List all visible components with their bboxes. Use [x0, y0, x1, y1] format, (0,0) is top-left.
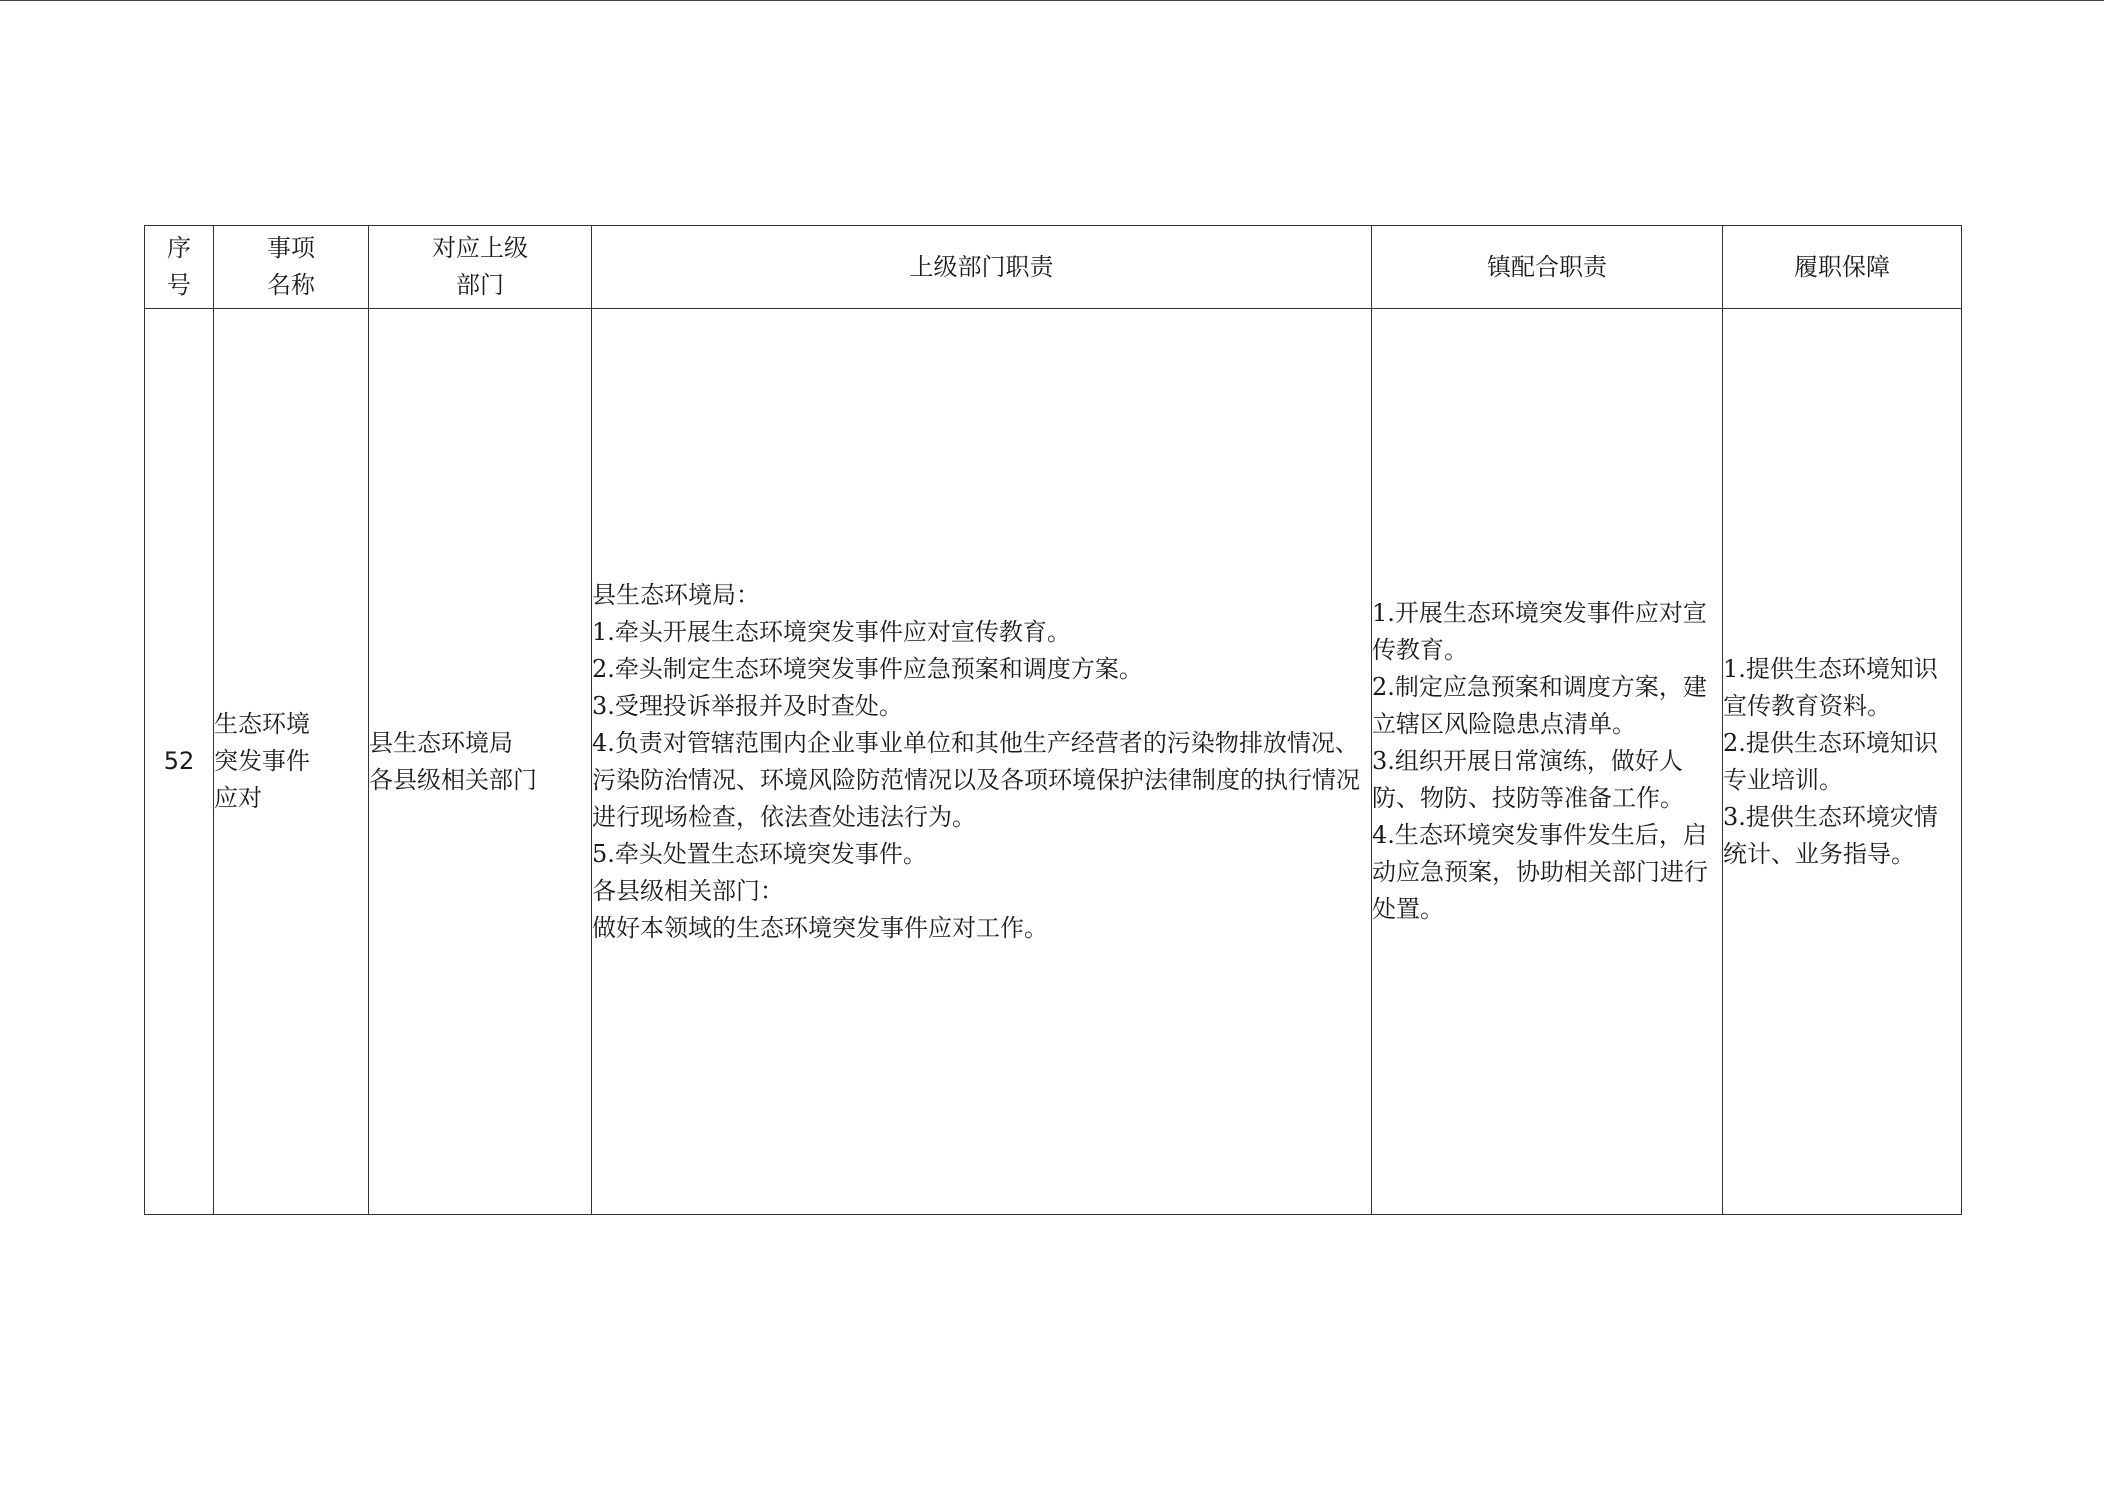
upper-dept-line-2: 各县级相关部门	[369, 765, 537, 794]
town-duty-line-4: 4.生态环境突发事件发生后，启动应急预案，协助相关部门进行处置。	[1372, 821, 1708, 923]
table-row	[145, 309, 1962, 1215]
upper-duty-line-5: 4.负责对管辖范围内企业事业单位和其他生产经营者的污染物排放情况、污染防治情况、环境风险防范情况以及各项环境保护法律制度的执行情况进行现场检查，依法查处违法行为。	[592, 728, 1360, 831]
upper-duty-line-2: 1.牵头开展生态环境突发事件应对宣传教育。	[592, 617, 1071, 646]
header-upper-dept	[369, 226, 592, 309]
guarantee-line-2: 2.提供生态环境知识专业培训。	[1723, 728, 1938, 794]
upper-duty-line-8: 做好本领域的生态环境突发事件应对工作。	[592, 913, 1048, 942]
header-upper-duty: 上级部门职责	[592, 226, 1372, 309]
row-town-duty	[1372, 309, 1723, 1215]
upper-duty-line-3: 2.牵头制定生态环境突发事件应急预案和调度方案。	[592, 654, 1143, 683]
row-guarantee	[1723, 309, 1962, 1215]
row-upper-dept	[369, 309, 592, 1215]
header-seq-line-2: 号	[167, 271, 191, 299]
page-top-rule	[0, 0, 2104, 1]
header-upper-dept-line-2: 部门	[456, 271, 504, 299]
header-item-name-line-1: 事项	[267, 234, 315, 262]
guarantee-line-1: 1.提供生态环境知识宣传教育资料。	[1723, 654, 1938, 720]
header-town-duty: 镇配合职责	[1372, 226, 1723, 309]
upper-duty-line-6: 5.牵头处置生态环境突发事件。	[592, 839, 927, 868]
header-item-name	[214, 226, 369, 309]
upper-duty-line-7: 各县级相关部门：	[592, 876, 784, 905]
upper-duty-line-1: 县生态环境局：	[592, 580, 760, 609]
item-name-line-2: 突发事件	[214, 747, 310, 775]
row-item-name	[214, 309, 369, 1215]
item-name-line-1: 生态环境	[214, 710, 310, 738]
town-duty-line-1: 1.开展生态环境突发事件应对宣传教育。	[1372, 599, 1707, 664]
town-duty-line-2: 2.制定应急预案和调度方案，建立辖区风险隐患点清单。	[1372, 673, 1707, 738]
header-upper-dept-line-1: 对应上级	[432, 234, 528, 262]
guarantee-line-3: 3.提供生态环境灾情统计、业务指导。	[1723, 802, 1938, 868]
row-seq: 52	[145, 309, 214, 1215]
row-upper-duty	[592, 309, 1372, 1215]
header-seq-line-1: 序	[167, 234, 191, 262]
header-seq	[145, 226, 214, 309]
header-row	[145, 226, 1962, 309]
duty-table	[144, 225, 1962, 1215]
item-name-line-3: 应对	[214, 784, 262, 812]
upper-dept-line-1: 县生态环境局	[369, 728, 513, 757]
upper-duty-line-4: 3.受理投诉举报并及时查处。	[592, 691, 903, 720]
header-item-name-line-2: 名称	[267, 271, 315, 299]
town-duty-line-3: 3.组织开展日常演练，做好人防、物防、技防等准备工作。	[1372, 747, 1684, 812]
header-guarantee: 履职保障	[1723, 226, 1962, 309]
